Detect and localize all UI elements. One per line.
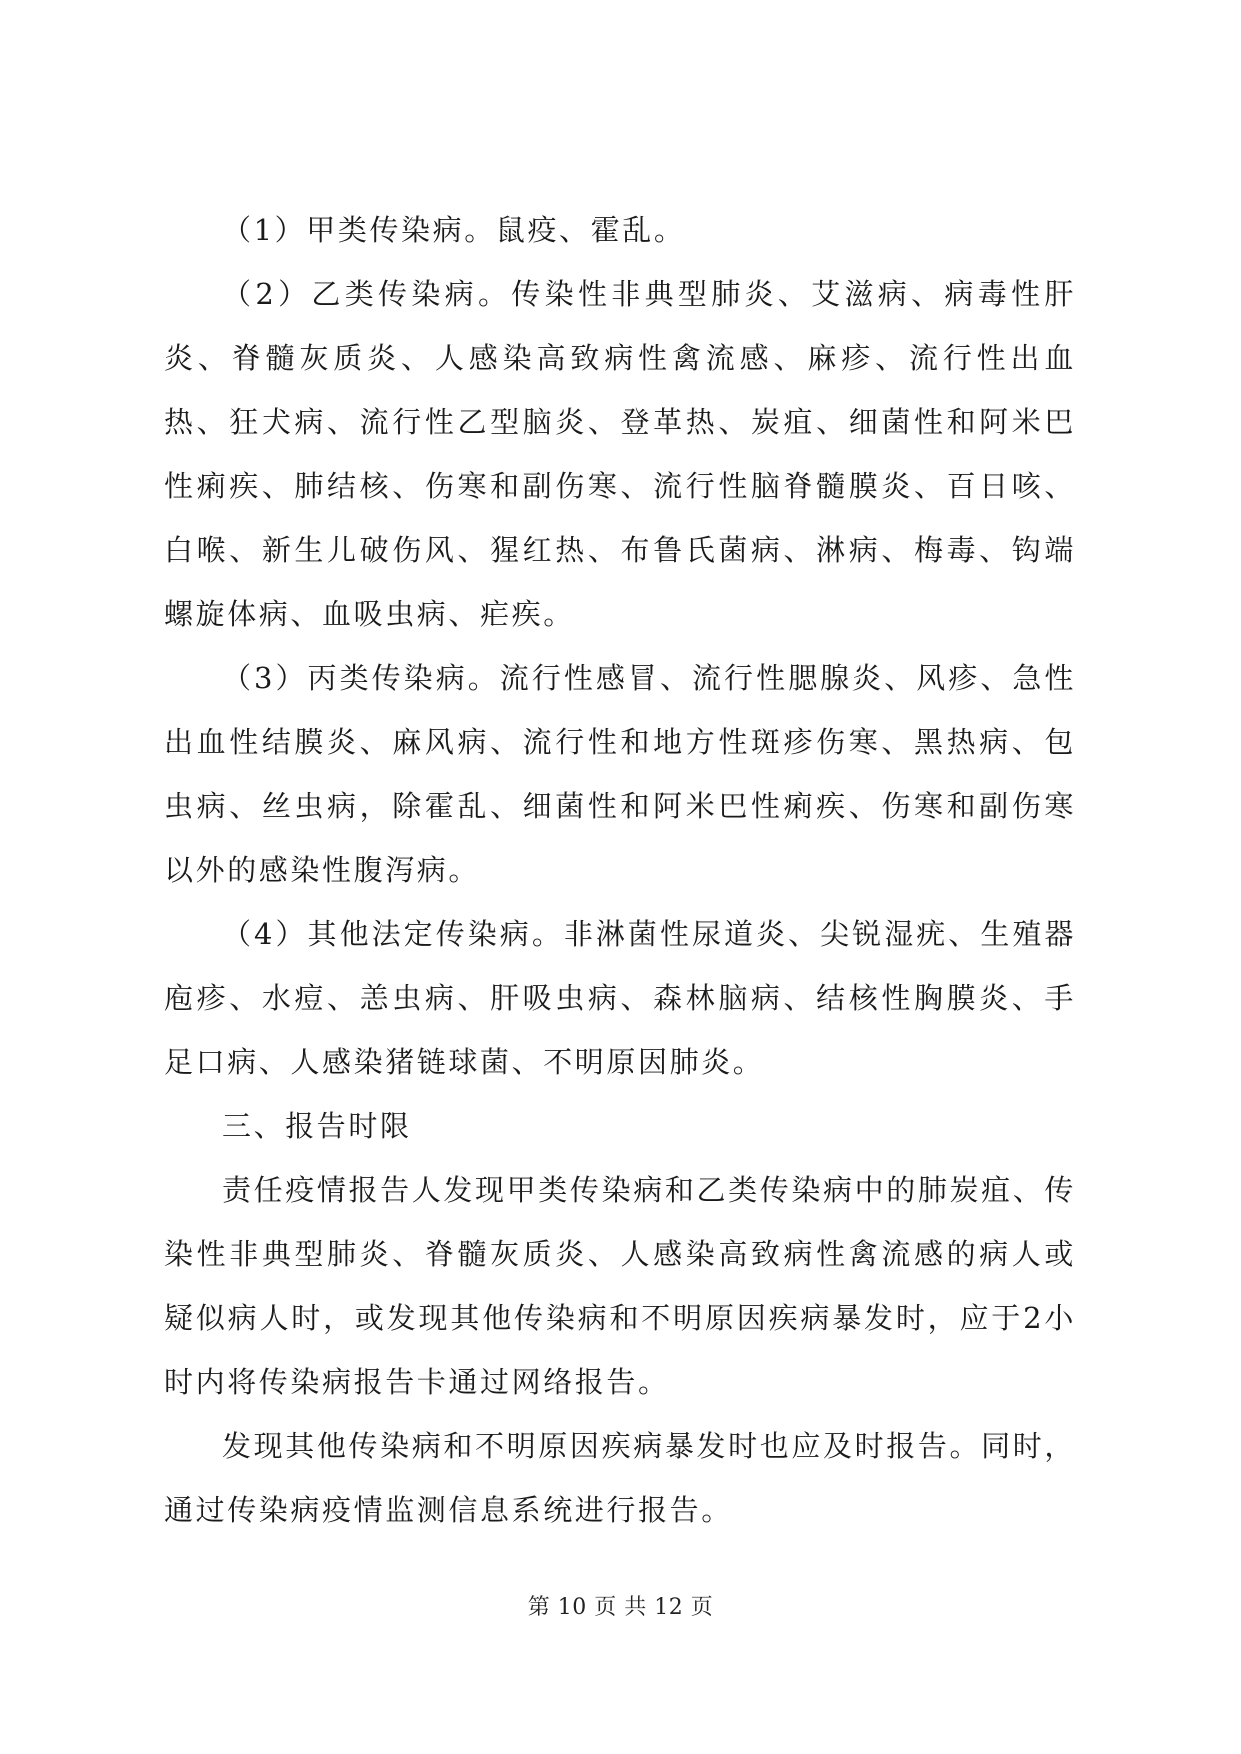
page-footer: 第 10 页 共 12 页 bbox=[527, 1595, 714, 1620]
paragraph-reporting-deadline: 责任疫情报告人发现甲类传染病和乙类传染病中的肺炭疽、传染性非典型肺炎、脊髓灰质炎、人感染高致病性禽流感的病人或疑似病人时，或发现其他传染病和不明原因疾病暴发时，应于2小时内将传染病报告卡通过网络报告。 bbox=[164, 1173, 1076, 1399]
paragraph-class-a: （1）甲类传染病。鼠疫、霍乱。 bbox=[222, 213, 686, 247]
paragraph-class-b: （2）乙类传染病。传染性非典型肺炎、艾滋病、病毒性肝炎、脊髓灰质炎、人感染高致病性禽流感、麻疹、流行性出血热、狂犬病、流行性乙型脑炎、登革热、炭疽、细菌性和阿米巴性痢疾、肺结核、伤寒和副伤寒、流行性脑脊髓膜炎、百日咳、白喉、新生儿破伤风、猩红热、布鲁氏菌病、淋病、梅毒、钩端螺旋体病、血吸虫病、疟疾。 bbox=[164, 277, 1076, 631]
paragraph-reporting-system: 发现其他传染病和不明原因疾病暴发时也应及时报告。同时，通过传染病疫情监测信息系统进行报告。 bbox=[164, 1429, 1076, 1527]
paragraph-other-diseases: （4）其他法定传染病。非淋菌性尿道炎、尖锐湿疣、生殖器庖疹、水痘、恙虫病、肝吸虫病、森林脑病、结核性胸膜炎、手足口病、人感染猪链球菌、不明原因肺炎。 bbox=[164, 917, 1076, 1079]
document-body bbox=[164, 198, 1076, 1542]
paragraph-class-c: （3）丙类传染病。流行性感冒、流行性腮腺炎、风疹、急性出血性结膜炎、麻风病、流行性和地方性斑疹伤寒、黑热病、包虫病、丝虫病，除霍乱、细菌性和阿米巴性痢疾、伤寒和副伤寒以外的感染性腹泻病。 bbox=[164, 661, 1076, 887]
section-heading: 三、报告时限 bbox=[222, 1109, 412, 1143]
